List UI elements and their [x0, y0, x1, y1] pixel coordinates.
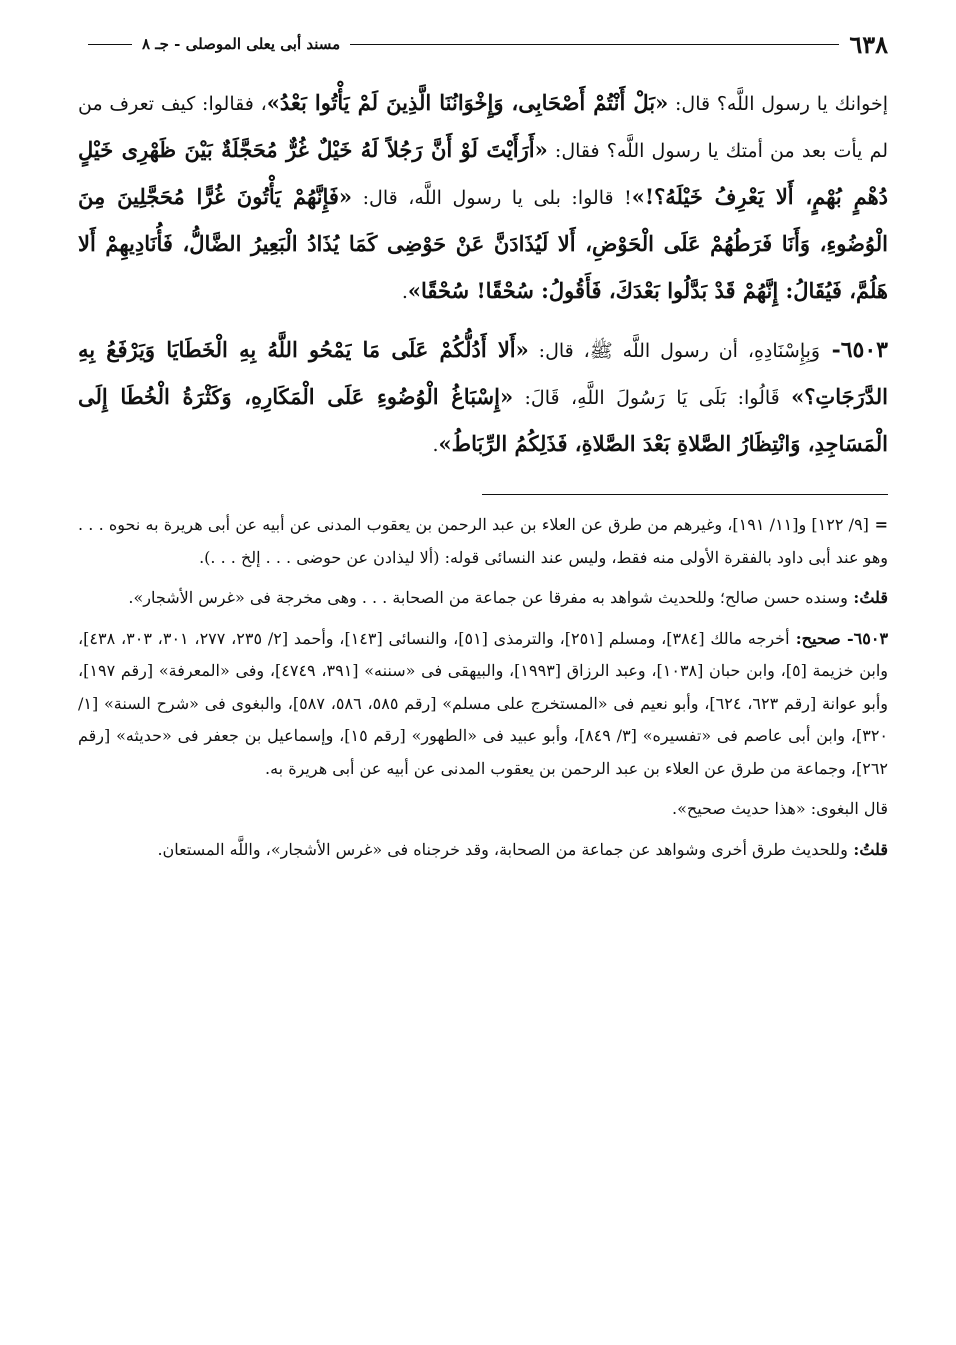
prophetic-quote: «أَرَأَيْتَ لَوْ أَنَّ رَجُلاً لَهُ خَيْلٌ غُرٌّ مُحَجَّلَةٌ بَيْنَ ظَهْرِى خَيْلٍ دُهْمٍ بُهْمٍ، أَلا يَعْرِفُ خَيْلَهُ؟!»: [78, 137, 888, 209]
narration-text: .: [432, 434, 439, 456]
page-number: ٦٣٨: [849, 29, 888, 59]
narration-text: وَبِإِسْنَادِهِ، أن رسول اللَّه ﷺ، قال:: [528, 340, 821, 362]
book-title: مسند أبى يعلى الموصلى - جـ ٨: [142, 35, 341, 53]
footnote-label: قلتُ:: [847, 839, 888, 859]
footnote-note: [78, 834, 888, 867]
narration-text: ! قالوا: بلى يا رسول اللَّه، قال:: [352, 187, 632, 209]
book-page: [78, 28, 888, 874]
footnote-text: [٩/ ١٢٢] و[١١/ ١٩١]، وغيرهم من طرق عن العلاء بن عبد الرحمن بن يعقوب المدنى عن أبيه عن أبى هريرة به نحوه . . . وهو عند أبى داود بالفقرة الأولى منه فقط، وليس عند النسائى قوله: (ألا ليذادن عن حوضى . . . إلخ . . .).: [78, 515, 888, 567]
prophetic-quote: «بَلْ أَنْتُمْ أَصْحَابِى، وَإِخْوَانُنَا الَّذِينَ لَمْ يَأْتُوا بَعْدُ»: [266, 90, 669, 115]
footnotes: [78, 509, 888, 866]
narration-text: إخوانك يا رسول اللَّه؟ قال:: [668, 93, 888, 115]
footnote-text: وسنده حسن صالح؛ وللحديث شواهد به مفرقا عن جماعة من الصحابة . . . وهى مخرجة فى «غرس الأشجار».: [128, 588, 848, 607]
narration-text: قَالُوا: بَلَى يَا رَسُولَ اللَّهِ، قَالَ:: [513, 387, 792, 409]
footnote-baghawi: [78, 793, 888, 826]
footnote-separator: [482, 494, 888, 495]
footnote-continuation: [78, 509, 888, 574]
prophetic-quote: «فَإِنَّهُمْ يَأْتُونَ غُرًّا مُحَجَّلِينَ مِنَ الْوُضُوءِ، وَأَنَا فَرَطُهُمْ عَلَى الْحَوْضِ، أَلا لَيُذَادَنَّ عَنْ حَوْضِى كَمَا يُذَادُ الْبَعِيرُ الضَّالُّ، فَأُنَادِيهِمْ أَلا هَلُمَّ، فَيُقَالُ: إِنَّهُمْ قَدْ بَدَّلُوا بَعْدَكَ، فَأَقُولُ: سُحْقًا! سُحْقًا»: [78, 184, 888, 303]
footnote-label: ٦٥٠٣- صحيح:: [789, 628, 889, 648]
footnote-6503: [78, 623, 888, 786]
footnote-text: أخرجه مالك [٣٨٤]، ومسلم [٢٥١]، والترمذى [٥١]، والنسائى [١٤٣]، وأحمد [٢/ ٢٣٥، ٢٧٧، ٣٠١، ٣٠٣، ٤٣٨]، وابن خزيمة [٥]، وابن حبان [١٠٣٨]، وعبد الرزاق [١٩٩٣]، والبيهقى فى «سننه» [٣٩١، ٤٧٤٩]، وفى «المعرفة» [رقم ١٩٧]، وأبو عوانة [رقم ٦٢٣، ٦٢٤]، وأبو نعيم فى «المستخرج على مسلم» [رقم ٥٨٥، ٥٨٦، ٥٨٧]، والبغوى فى «شرح السنة» [١/ ٣٢٠]، وابن أبى عاصم فى «تفسيره» [٣/ ٨٤٩]، وأبو عبيد فى «الطهور» [رقم ١٥]، وإسماعيل بن جعفر فى «حديثه» [رقم ٢٦٢]، وجماعة من طرق عن العلاء بن عبد الرحمن بن يعقوب المدنى عن أبيه عن أبى هريرة به.: [78, 628, 889, 778]
hadith-number: ٦٥٠٣-: [820, 337, 888, 363]
footnote-note: [78, 582, 888, 615]
narration-text: .: [401, 281, 408, 303]
hadith-text: [78, 80, 888, 468]
footnote-text: قال البغوى: «هذا حديث صحيح».: [671, 799, 888, 818]
continuation-marker: =: [868, 515, 889, 534]
header-rule-short: [88, 44, 132, 45]
hadith-paragraph-6502-end: [78, 80, 888, 315]
footnote-label: قلتُ:: [847, 588, 888, 607]
header-rule: [350, 44, 839, 45]
hadith-paragraph-6503: [78, 327, 888, 468]
narration-text: ، فقالوا: كيف تعرف من لم يأت بعد من أمتك يا رسول اللَّه؟ فقال:: [78, 93, 889, 162]
prophetic-quote: «إِسْبَاغُ الْوُضُوءِ عَلَى الْمَكَارِهِ، وَكَثْرَةُ الْخُطَا إِلَى الْمَسَاجِدِ، وَانْتِظَارُ الصَّلاةِ بَعْدَ الصَّلاةِ، فَذَلِكُمُ الرِّبَاطُ»: [78, 384, 888, 456]
running-header: [78, 28, 888, 60]
footnote-text: وللحديث طرق أخرى وشواهد عن جماعة من الصحابة، وقد خرجناه فى «غرس الأشجار»، واللَّه المستعان.: [157, 839, 848, 859]
prophetic-quote: «أَلا أَدُلُّكُمْ عَلَى مَا يَمْحُو اللَّهُ بِهِ الْخَطَايَا وَيَرْفَعُ بِهِ الدَّرَجَاتِ؟»: [78, 337, 888, 409]
